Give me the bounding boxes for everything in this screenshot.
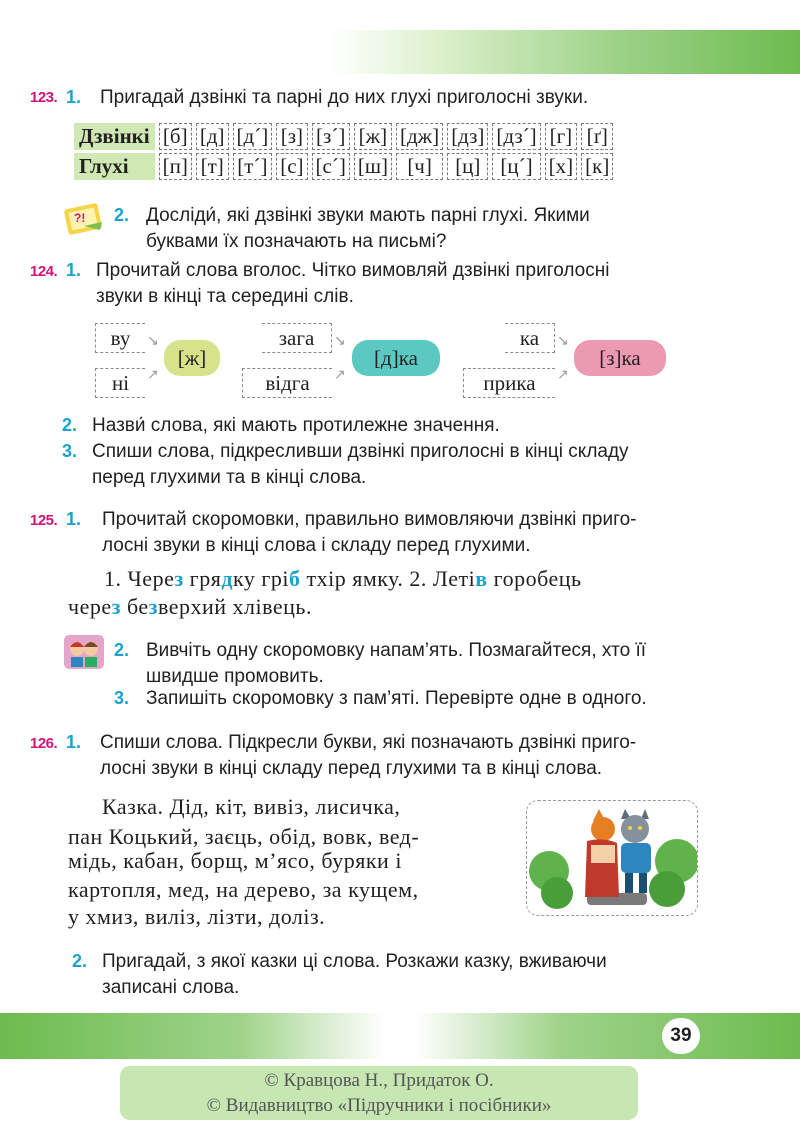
sound-cell: [д] [196, 123, 229, 150]
exercise-number-126: 126. [30, 735, 58, 752]
task-number: 2. [114, 640, 130, 660]
sound-cell: [з] [276, 123, 307, 150]
sound-cell: [з´] [312, 123, 350, 150]
task-text: звуки в кінці та середині слів. [96, 286, 354, 307]
sound-cell: [с´] [312, 153, 350, 180]
sound-cell: [дз´] [492, 123, 540, 150]
sound-cell: [дж] [396, 123, 443, 150]
task-number: 1. [66, 732, 82, 752]
copyright-box [120, 1066, 638, 1120]
tongue-twister-line: через безверхий хлівець. [68, 594, 312, 619]
word-part-box: відга [242, 368, 332, 398]
arrow-icon: ↗ [334, 366, 346, 382]
word-list-line: Казка. Дід, кіт, вивіз, лисичка, [102, 794, 401, 819]
task-text: Пригадай, з якої казки ці слова. Розкажи казку, вживаючи [102, 951, 607, 972]
copyright-line: © Кравцова Н., Придаток О. [264, 1070, 494, 1091]
arrow-icon: ↘ [557, 332, 569, 348]
sound-cell: [ґ] [581, 123, 613, 150]
sound-pill: [ж] [164, 340, 220, 376]
task-text: лосні звуки в кінці складу перед глухими та в кінці слова. [100, 758, 603, 779]
task-text: лосні звуки в кінці слова і складу перед глухими. [102, 535, 531, 556]
header-band [330, 30, 800, 74]
tongue-twister-line: 1. Через грядку гріб тхір ямку. 2. Летів горобець [104, 566, 582, 591]
sound-pill: [з]ка [574, 340, 666, 376]
task-number: 1. [66, 260, 82, 280]
word-list-line: картопля, мед, на дерево, за кущем, [68, 877, 419, 902]
task-text: буквами їх позначають на письмі? [146, 231, 447, 252]
sound-cell: [с] [276, 153, 307, 180]
word-part-box: зага [262, 323, 332, 353]
voiceless-row [74, 153, 613, 180]
sound-cell: [х] [545, 153, 578, 180]
sound-pill: [д]ка [352, 340, 440, 376]
voiceless-label: Глухі [74, 153, 155, 180]
task-text: Спиши слова, підкресливши дзвінкі приголосні в кінці складу [92, 441, 629, 462]
sound-cell: [б] [159, 123, 192, 150]
task-number: 3. [62, 441, 78, 461]
pair-work-icon [62, 633, 106, 671]
voiced-label: Дзвінкі [74, 123, 155, 150]
arrow-icon: ↘ [147, 332, 159, 348]
sound-cell: [ц] [447, 153, 488, 180]
sound-cell: [д´] [233, 123, 273, 150]
sounds-table [70, 120, 617, 183]
task-text: Пригадай дзвінкі та парні до них глухі приголосні звуки. [100, 87, 589, 108]
word-part-box: ву [95, 323, 145, 353]
sound-cell: [г] [545, 123, 578, 150]
copyright-line: © Видавництво «Підручники і посібники» [206, 1095, 552, 1116]
word-part-box: ні [95, 368, 145, 398]
task-text: швидше промовить. [146, 666, 324, 687]
task-number: 2. [114, 205, 130, 225]
exercise-number-125: 125. [30, 512, 58, 529]
arrow-icon: ↘ [334, 332, 346, 348]
arrow-icon: ↗ [557, 366, 569, 382]
task-number: 1. [66, 87, 82, 107]
sound-cell: [к] [581, 153, 613, 180]
fairy-tale-illustration [526, 800, 698, 916]
task-number: 3. [114, 688, 130, 708]
task-number: 1. [66, 509, 82, 529]
sound-cell: [дз] [447, 123, 488, 150]
task-text: записані слова. [102, 977, 240, 998]
research-icon [62, 200, 106, 236]
svg-text:?!: ?! [74, 211, 86, 225]
task-number: 2. [72, 951, 88, 971]
sound-cell: [ц´] [492, 153, 540, 180]
voiced-row [74, 123, 613, 150]
word-list-line: у хмиз, виліз, лізти, доліз. [68, 904, 326, 929]
exercise-number-123: 123. [30, 89, 58, 106]
word-list-line: мідь, кабан, борщ, м’ясо, буряки і [68, 848, 402, 873]
task-number: 2. [62, 415, 78, 435]
task-text: Спиши слова. Підкресли букви, які позначають дзвінкі приго- [100, 732, 637, 753]
sound-cell: [т´] [233, 153, 273, 180]
sound-cell: [ч] [396, 153, 443, 180]
task-text: Прочитай скоромовки, правильно вимовляючи дзвінкі приго- [102, 509, 637, 530]
page-number: 39 [662, 1018, 700, 1054]
task-text: Досліди́, які дзвінкі звуки мають парні глухі. Якими [146, 205, 590, 226]
task-text: Прочитай слова вголос. Чітко вимовляй дзвінкі приголосні [96, 260, 610, 281]
task-text: перед глухими та в кінці слова. [92, 467, 367, 488]
word-list-line: пан Коцький, заєць, обід, вовк, вед- [68, 824, 420, 849]
sound-cell: [п] [159, 153, 192, 180]
sound-cell: [т] [196, 153, 229, 180]
word-part-box: ка [505, 323, 555, 353]
sound-cell: [ж] [354, 123, 392, 150]
word-part-box: прика [463, 368, 555, 398]
exercise-number-124: 124. [30, 263, 58, 280]
arrow-icon: ↗ [147, 366, 159, 382]
task-text: Вивчіть одну скоромовку напам’ять. Позмагайтеся, хто її [146, 640, 647, 661]
sound-cell: [ш] [354, 153, 392, 180]
task-text: Запишіть скоромовку з пам’яті. Перевірте одне в одного. [146, 688, 647, 709]
task-text: Назви́ слова, які мають протилежне значення. [92, 415, 500, 436]
